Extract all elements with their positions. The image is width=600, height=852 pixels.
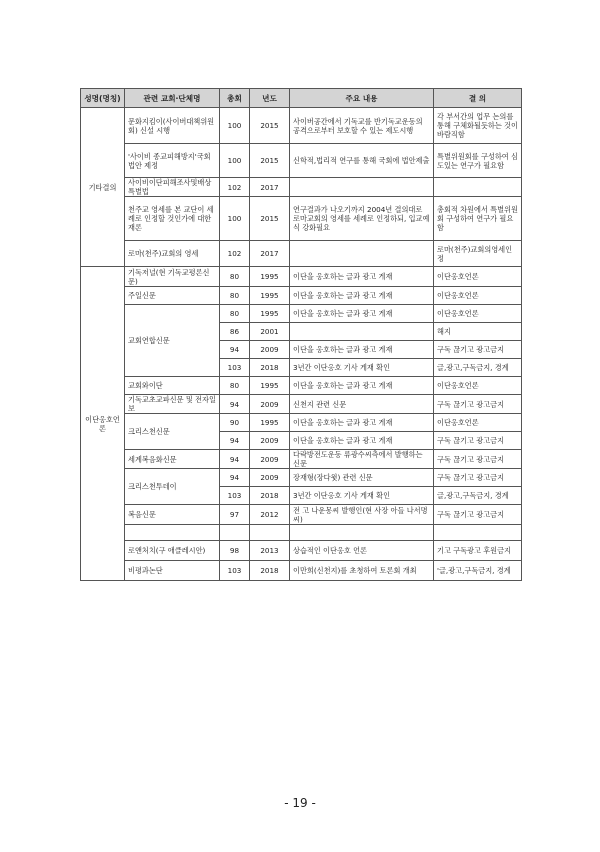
cell-content: 전 고 나운몽씨 발행인(현 사장 아들 나서명씨) [290, 505, 434, 525]
cell-content: 이단을 옹호하는 글과 광고 게재 [290, 341, 434, 359]
cell-session: 97 [220, 505, 250, 525]
table-row [81, 241, 522, 267]
cell-session: 80 [220, 377, 250, 395]
cell-year: 2009 [250, 450, 290, 469]
cell-year: 2009 [250, 341, 290, 359]
cell-org: 로마(천주)교회의 영세 [125, 241, 220, 267]
cell-resolution: 구독 끊기고 광고금지 [434, 432, 522, 450]
table-row [81, 469, 522, 487]
header-name: 성명(명칭) [81, 89, 125, 108]
cell-session: 80 [220, 287, 250, 305]
table-row [81, 287, 522, 305]
cell-session: 103 [220, 487, 250, 505]
cell-org: 교회연합신문 [125, 305, 220, 377]
cell-session: 100 [220, 144, 250, 178]
cell-resolution: 이단옹호언론 [434, 305, 522, 323]
cell-session: 94 [220, 450, 250, 469]
cell-content: 이단을 옹호하는 글과 광고 게재 [290, 267, 434, 287]
cell-resolution: 로마(천주)교회의영세인정 [434, 241, 522, 267]
cell-content: 다락방전도운동 류광수씨측에서 발행하는 신문 [290, 450, 434, 469]
cell-content: 이단을 옹호하는 글과 광고 게재 [290, 377, 434, 395]
cell-year: 2015 [250, 197, 290, 241]
cell-content: 3년간 이단옹호 기사 게재 확인 [290, 487, 434, 505]
cell-resolution: 구독 끊기고 광고금지 [434, 341, 522, 359]
cell-org: 문화지킴이(사이버대책위원회) 신설 시행 [125, 108, 220, 144]
cell-org: '사이비 종교피해방지'국회법안 제정 [125, 144, 220, 178]
cell-content [290, 178, 434, 197]
cell-year: 2015 [250, 144, 290, 178]
cell-content: 이단을 옹호하는 글과 광고 게재 [290, 287, 434, 305]
page-number: - 19 - [284, 796, 316, 810]
cell-content: 이단을 옹호하는 글과 광고 게재 [290, 432, 434, 450]
cell-resolution: 특별위원회를 구성하여 심도있는 연구가 필요함 [434, 144, 522, 178]
cell-content: 이만희(신천지)를 초청하여 토론회 개최 [290, 561, 434, 581]
cell-resolution: 이단옹호언론 [434, 287, 522, 305]
header-session: 총회 [220, 89, 250, 108]
cell-content: 신학적,법리적 연구를 통해 국회에 법안제출 [290, 144, 434, 178]
cell-resolution: 해지 [434, 323, 522, 341]
cell-content: 연구결과가 나오기까지 2004년 결의대로 로마교회의 영세를 세례로 인정하되, 입교예식 강화필요 [290, 197, 434, 241]
table-row-empty [81, 525, 522, 541]
cell-year: 2017 [250, 178, 290, 197]
cell-resolution: 구독 끊기고 광고금지 [434, 395, 522, 414]
cell-session: 100 [220, 197, 250, 241]
cell-content: 사이버공간에서 기독교를 반기독교운동의 공격으로부터 보호할 수 있는 제도시행 [290, 108, 434, 144]
header-row [81, 89, 522, 108]
cell-org: 비평과논단 [125, 561, 220, 581]
table-row [81, 178, 522, 197]
cell-resolution: 기고 구독광고 후원금지 [434, 541, 522, 561]
cell-org: 크리스천투데이 [125, 469, 220, 505]
cell-content: 신천지 관련 신문 [290, 395, 434, 414]
header-resolution: 결 의 [434, 89, 522, 108]
cell-content [290, 323, 434, 341]
header-year: 년도 [250, 89, 290, 108]
cell-session: 98 [220, 541, 250, 561]
cell-resolution: '글,광고,구독금지, 경계 [434, 561, 522, 581]
header-content: 주요 내용 [290, 89, 434, 108]
table-row [81, 541, 522, 561]
table-row [81, 450, 522, 469]
cell-session: 94 [220, 341, 250, 359]
cell-session: 80 [220, 267, 250, 287]
cell-year: 2001 [250, 323, 290, 341]
cell-year: 1995 [250, 414, 290, 432]
cell-session: 102 [220, 178, 250, 197]
cell-session: 94 [220, 432, 250, 450]
cell-org: 주일신문 [125, 287, 220, 305]
cell-org: 교회와이단 [125, 377, 220, 395]
cell-session: 102 [220, 241, 250, 267]
cell-resolution: 이단옹호언론 [434, 414, 522, 432]
cell-resolution: 글,광고,구독금지, 경계 [434, 487, 522, 505]
table-row [81, 144, 522, 178]
cell-org: 천주교 영세를 본 교단이 세례로 인정할 것인가에 대한 재론 [125, 197, 220, 241]
cell-org: 세계복음화신문 [125, 450, 220, 469]
cell-session: 86 [220, 323, 250, 341]
cell-session: 94 [220, 469, 250, 487]
table-row [81, 197, 522, 241]
cell-org: 크리스천신문 [125, 414, 220, 450]
cell-org: 복음신문 [125, 505, 220, 525]
cell-resolution: 구독 끊기고 광고금지 [434, 469, 522, 487]
cell-resolution: 구독 끊기고 광고금지 [434, 505, 522, 525]
cell-resolution: 구독 끊기고 광고금지 [434, 450, 522, 469]
cell-content [290, 241, 434, 267]
cell-org: 기독교초교파신문 및 전자일보 [125, 395, 220, 414]
cell-year: 2013 [250, 541, 290, 561]
table-row [81, 305, 522, 323]
resolution-table [80, 88, 522, 581]
header-org: 관련 교회·단체명 [125, 89, 220, 108]
group-label-other: 기타결의 [81, 108, 125, 267]
cell-year: 2009 [250, 395, 290, 414]
cell-year: 1995 [250, 377, 290, 395]
cell-year: 2009 [250, 469, 290, 487]
cell-content: 이단을 옹호하는 글과 광고 게재 [290, 305, 434, 323]
cell-session: 90 [220, 414, 250, 432]
table-row [81, 377, 522, 395]
cell-org: 사이비이단피해조사및배상특별법 [125, 178, 220, 197]
cell-year: 2017 [250, 241, 290, 267]
cell-year: 2018 [250, 561, 290, 581]
cell-content: 이단을 옹호하는 글과 광고 게재 [290, 414, 434, 432]
cell-session: 103 [220, 561, 250, 581]
cell-resolution: 이단옹호언론 [434, 267, 522, 287]
table-row [81, 108, 522, 144]
cell-resolution: 이단옹호언론 [434, 377, 522, 395]
cell-year: 2018 [250, 487, 290, 505]
cell-resolution: 각 부서간의 업무 논의를 통해 구체화될듯하는 것이 바람직함 [434, 108, 522, 144]
table-row [81, 561, 522, 581]
cell-org: 기독저널(현 기독교평론신문) [125, 267, 220, 287]
cell-content: 장재형(장다윗) 관련 신문 [290, 469, 434, 487]
table-row [81, 395, 522, 414]
table-row [81, 414, 522, 432]
table-row [81, 267, 522, 287]
cell-year: 1995 [250, 305, 290, 323]
cell-year: 2009 [250, 432, 290, 450]
cell-year: 1995 [250, 267, 290, 287]
cell-session: 100 [220, 108, 250, 144]
cell-content: 3년간 이단옹호 기사 게재 확인 [290, 359, 434, 377]
cell-year: 2012 [250, 505, 290, 525]
cell-session: 94 [220, 395, 250, 414]
cell-session: 103 [220, 359, 250, 377]
cell-resolution: 총회적 차원에서 특별위원회 구성하여 연구가 필요함 [434, 197, 522, 241]
cell-year: 2018 [250, 359, 290, 377]
table-row [81, 505, 522, 525]
cell-resolution: 글,광고,구독금지, 경계 [434, 359, 522, 377]
cell-content: 상습적인 이단옹호 언론 [290, 541, 434, 561]
group-label-heresy-media: 이단옹호언론 [81, 267, 125, 581]
cell-org: 로앤처치(구 애클레시안) [125, 541, 220, 561]
cell-resolution [434, 178, 522, 197]
cell-year: 1995 [250, 287, 290, 305]
cell-year: 2015 [250, 108, 290, 144]
cell-session: 80 [220, 305, 250, 323]
